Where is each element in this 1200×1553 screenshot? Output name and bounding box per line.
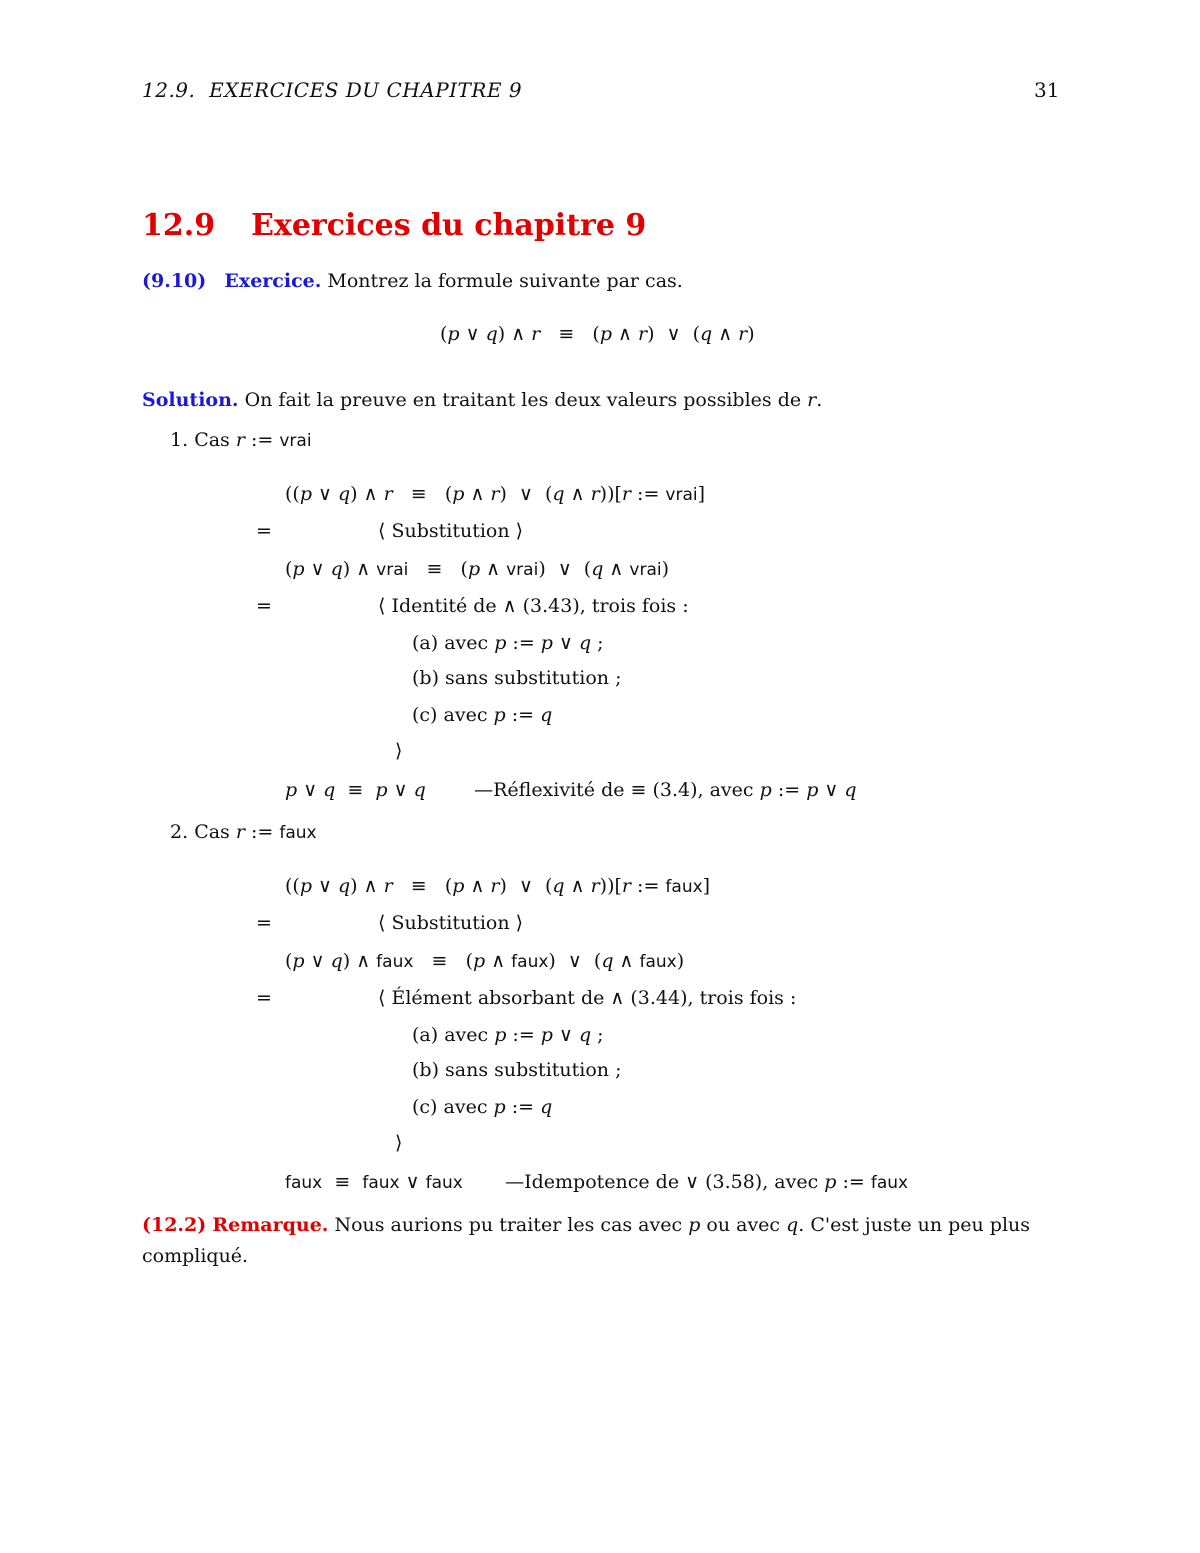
case-1-prefix: Cas: [194, 429, 230, 451]
case-2-subst-value: faux: [665, 877, 703, 897]
case-2-number: 2.: [170, 821, 189, 843]
case-2-hint-2-text: Élément absorbant de ∧ (3.44), trois fois :: [391, 987, 797, 1009]
case-2-item-c-text: avec: [443, 1096, 488, 1118]
case-1-equals-2: =: [256, 595, 272, 617]
case-1-hint-close: ⟩: [395, 740, 403, 762]
section-number: 12.9: [142, 208, 216, 243]
case-2-equals-2: =: [256, 987, 272, 1009]
case-2-final: faux ≡ faux ∨ faux —Idempotence de ∨ (3.58), avec p := faux: [285, 1171, 909, 1193]
case-1-subst-value: vrai: [665, 485, 698, 505]
remark-paragraph: (12.2) Remarque. Nous aurions pu traiter les cas avec p ou avec q. C'est juste un peu plus compliqué.: [142, 1214, 1031, 1267]
case-1-heading: 1. Cas r := vrai: [170, 429, 312, 451]
case-2-line-2: (p ∨ q) ∧ faux ≡ (p ∧ faux) ∨ (q ∧ faux): [285, 950, 685, 972]
case-1-v3: vrai: [629, 560, 662, 580]
case-2-hint-1-text: Substitution: [391, 912, 510, 934]
case-2-f3: faux: [425, 1173, 463, 1193]
case-1-item-b: [412, 667, 621, 689]
case-1-item-b-text: sans substitution ;: [445, 667, 622, 689]
case-2-hint-1: ⟨ Substitution ⟩: [378, 912, 524, 934]
case-2-v1: faux: [376, 952, 414, 972]
solution-text: On fait la preuve en traitant les deux valeurs possibles de: [244, 389, 802, 411]
case-1-item-a: (a) avec p := p ∨ q ;: [412, 632, 604, 654]
exercise-label: Exercice.: [224, 270, 322, 292]
case-1-item-c: (c) avec p := q: [412, 704, 553, 726]
case-1-item-a-text: avec: [444, 632, 489, 654]
case-2-item-a: (a) avec p := p ∨ q ;: [412, 1024, 604, 1046]
remark-text-b: ou avec: [706, 1214, 781, 1236]
display-formula: (p ∨ q) ∧ r ≡ (p ∧ r) ∨ (q ∧ r): [440, 323, 755, 345]
case-2-f2: faux: [362, 1173, 400, 1193]
case-1-hint-1: ⟨ Substitution ⟩: [378, 520, 524, 542]
case-2-f4: faux: [870, 1173, 909, 1193]
case-1-item-c-label: (c): [412, 704, 438, 726]
case-2-f1: faux: [285, 1173, 323, 1193]
case-2-item-a-text: avec: [444, 1024, 489, 1046]
case-1-hint-2: ⟨ Identité de ∧ (3.43), trois fois :: [378, 595, 689, 617]
case-1-line-2: (p ∨ q) ∧ vrai ≡ (p ∧ vrai) ∨ (q ∧ vrai): [285, 558, 670, 580]
case-1-equals-1: =: [256, 520, 272, 542]
case-2-v3: faux: [639, 952, 677, 972]
case-2-value: faux: [279, 823, 317, 843]
section-title-text: Exercices du chapitre 9: [251, 208, 647, 243]
case-1-hint-1-text: Substitution: [391, 520, 510, 542]
remark-text-c: . C'est juste un peu plus compliqué.: [142, 1214, 1031, 1267]
exercise-text: Montrez la formule suivante par cas.: [327, 270, 683, 292]
case-2-item-c: (c) avec p := q: [412, 1096, 553, 1118]
case-2-equals-1: =: [256, 912, 272, 934]
case-1-item-b-label: (b): [412, 667, 439, 689]
case-2-hint-2: ⟨ Élément absorbant de ∧ (3.44), trois fois :: [378, 987, 797, 1009]
case-1-final-comment: —Réflexivité de ≡ (3.4), avec: [474, 779, 754, 801]
running-header: 12.9. EXERCICES DU CHAPITRE 9: [142, 78, 523, 102]
case-2-item-b-text: sans substitution ;: [445, 1059, 622, 1081]
case-1-v1: vrai: [376, 560, 409, 580]
case-1-final: p ∨ q ≡ p ∨ q —Réflexivité de ≡ (3.4), avec p := p ∨ q: [285, 779, 857, 801]
solution-label: Solution.: [142, 389, 239, 411]
case-2-item-b: [412, 1059, 621, 1081]
case-1-line-1: ((p ∨ q) ∧ r ≡ (p ∧ r) ∨ (q ∧ r))[r := vrai]: [285, 483, 706, 505]
section-title: [142, 208, 646, 243]
case-2-item-c-label: (c): [412, 1096, 438, 1118]
case-2-line-1: ((p ∨ q) ∧ r ≡ (p ∧ r) ∨ (q ∧ r))[r := faux]: [285, 875, 711, 897]
case-1-hint-2-text: Identité de ∧ (3.43), trois fois :: [391, 595, 689, 617]
case-2-item-b-label: (b): [412, 1059, 439, 1081]
case-1-item-a-label: (a): [412, 632, 439, 654]
case-2-heading: 2. Cas r := faux: [170, 821, 317, 843]
case-2-item-a-label: (a): [412, 1024, 439, 1046]
case-2-final-comment: —Idempotence de ∨ (3.58), avec: [505, 1171, 819, 1193]
case-2-hint-close: ⟩: [395, 1132, 403, 1154]
case-1-item-c-text: avec: [443, 704, 488, 726]
case-1-v2: vrai: [506, 560, 539, 580]
page-number: 31: [1034, 78, 1060, 102]
remark-label: Remarque.: [212, 1214, 329, 1236]
case-1-number: 1.: [170, 429, 189, 451]
remark-text-a: Nous aurions pu traiter les cas avec: [334, 1214, 683, 1236]
remark-ref: (12.2): [142, 1214, 207, 1236]
solution-paragraph: Solution. On fait la preuve en traitant les deux valeurs possibles de r.: [142, 389, 823, 411]
case-1-value: vrai: [279, 431, 312, 451]
exercise-statement: [142, 270, 683, 293]
case-2-prefix: Cas: [194, 821, 230, 843]
exercise-ref: (9.10): [142, 270, 207, 292]
case-2-v2: faux: [511, 952, 549, 972]
